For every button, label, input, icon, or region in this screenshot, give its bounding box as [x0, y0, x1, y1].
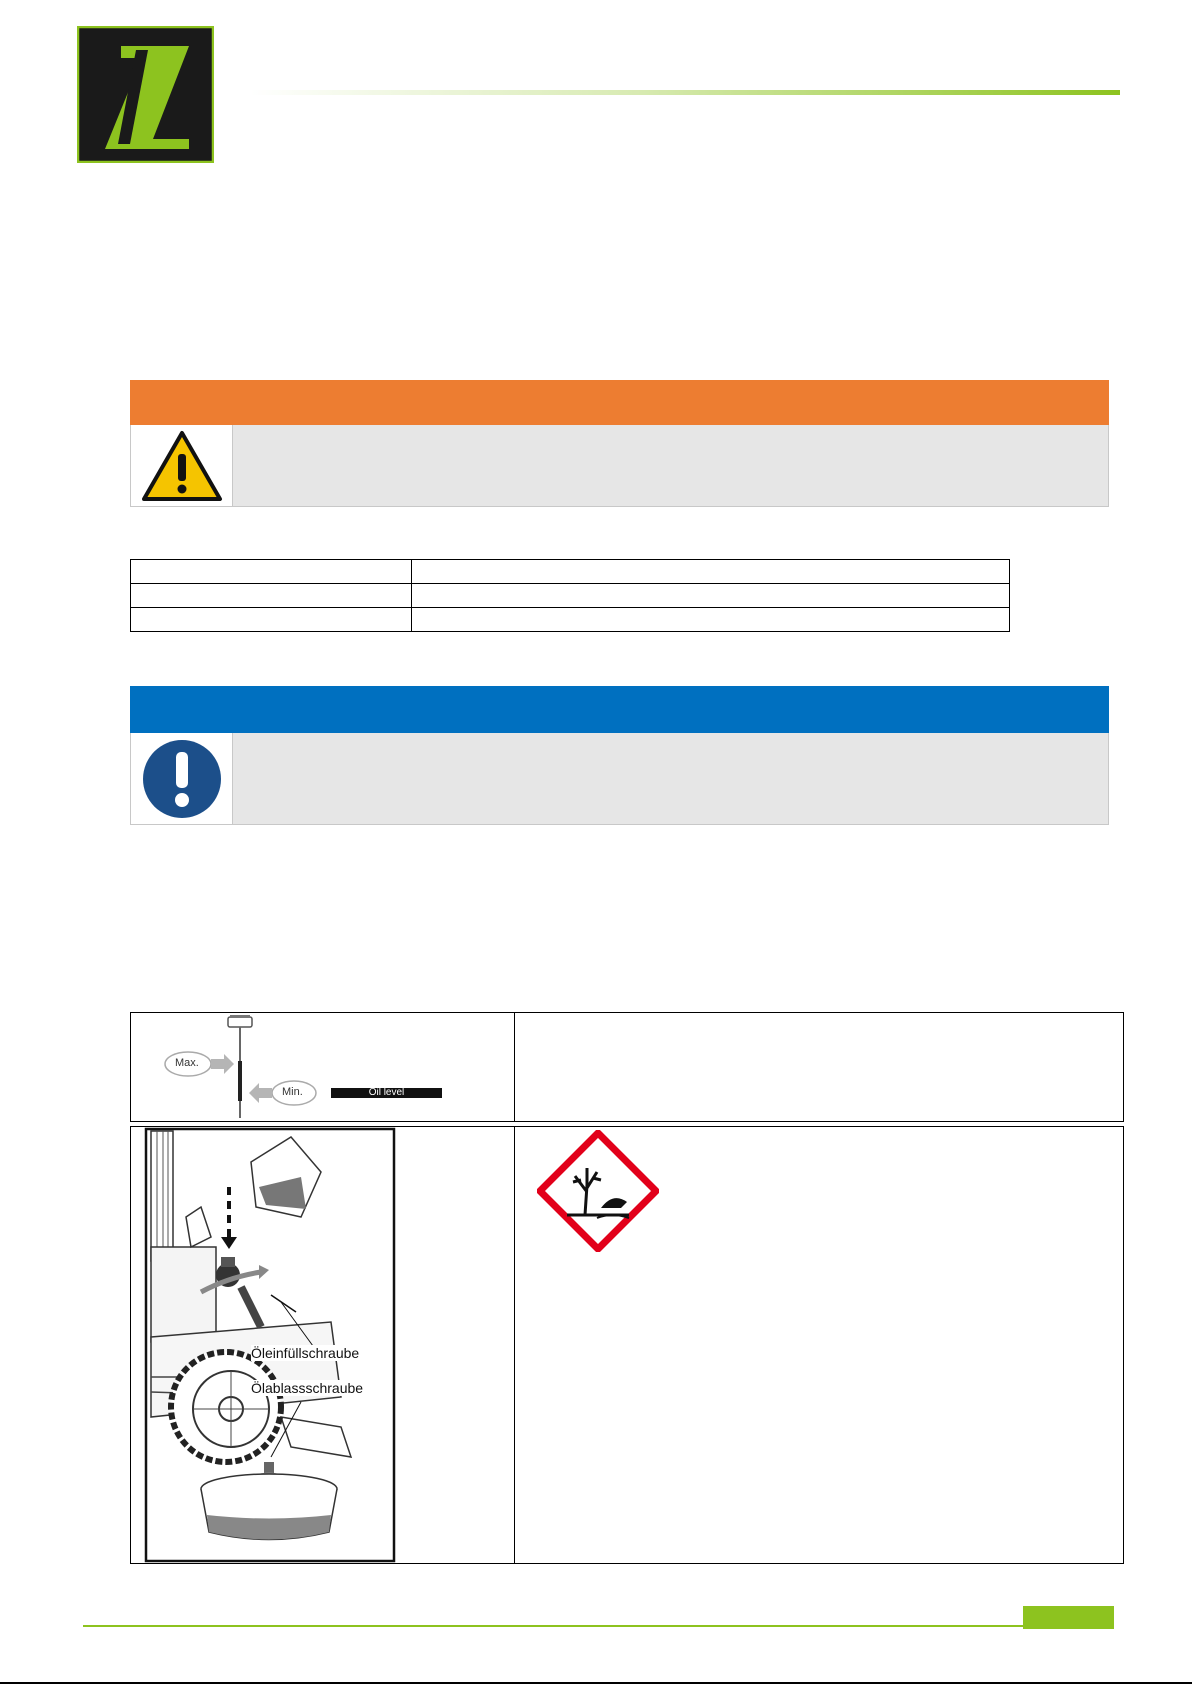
table-cell	[131, 560, 412, 584]
footer-rule	[83, 1625, 1023, 1627]
header-rule	[250, 90, 1120, 95]
warning-box	[130, 380, 1109, 507]
page-number-tab	[1023, 1606, 1114, 1629]
min-label: Min.	[282, 1086, 303, 1098]
fill-screw-label: Öleinfüllschraube	[251, 1345, 360, 1361]
warning-icon-cell	[131, 425, 233, 506]
warning-header-bar	[130, 380, 1109, 425]
oil-change-description	[515, 1127, 1123, 1563]
notice-text	[233, 733, 1108, 824]
notice-icon-cell	[131, 733, 233, 824]
table-row	[130, 1126, 1124, 1564]
dipstick-figure	[131, 1013, 515, 1121]
oil-change-figure	[131, 1127, 515, 1563]
drain-screw-label: Ölablassschraube	[251, 1380, 364, 1396]
table-cell	[412, 560, 1010, 584]
brand-logo	[77, 26, 214, 163]
warning-text	[233, 425, 1108, 506]
max-label: Max.	[175, 1057, 199, 1069]
dipstick-description	[515, 1013, 1123, 1121]
oil-table	[130, 1012, 1124, 1564]
table-cell	[412, 608, 1010, 632]
table-row	[131, 560, 1010, 584]
notice-body	[130, 733, 1109, 825]
notice-box	[130, 686, 1109, 825]
table-row	[130, 1012, 1124, 1122]
table-cell	[131, 584, 412, 608]
environment-hazard-icon	[537, 1130, 659, 1252]
table-cell	[412, 584, 1010, 608]
z-logo-icon	[77, 26, 214, 163]
bottom-line	[0, 1682, 1192, 1684]
table-row	[131, 608, 1010, 632]
warning-triangle-icon	[141, 430, 223, 502]
spec-table	[130, 559, 1010, 632]
table-row	[131, 584, 1010, 608]
table-cell	[131, 608, 412, 632]
mandatory-exclamation-icon	[141, 738, 223, 820]
oil-level-label: Oil level	[368, 1087, 405, 1098]
notice-header-bar	[130, 686, 1109, 733]
warning-body	[130, 425, 1109, 507]
